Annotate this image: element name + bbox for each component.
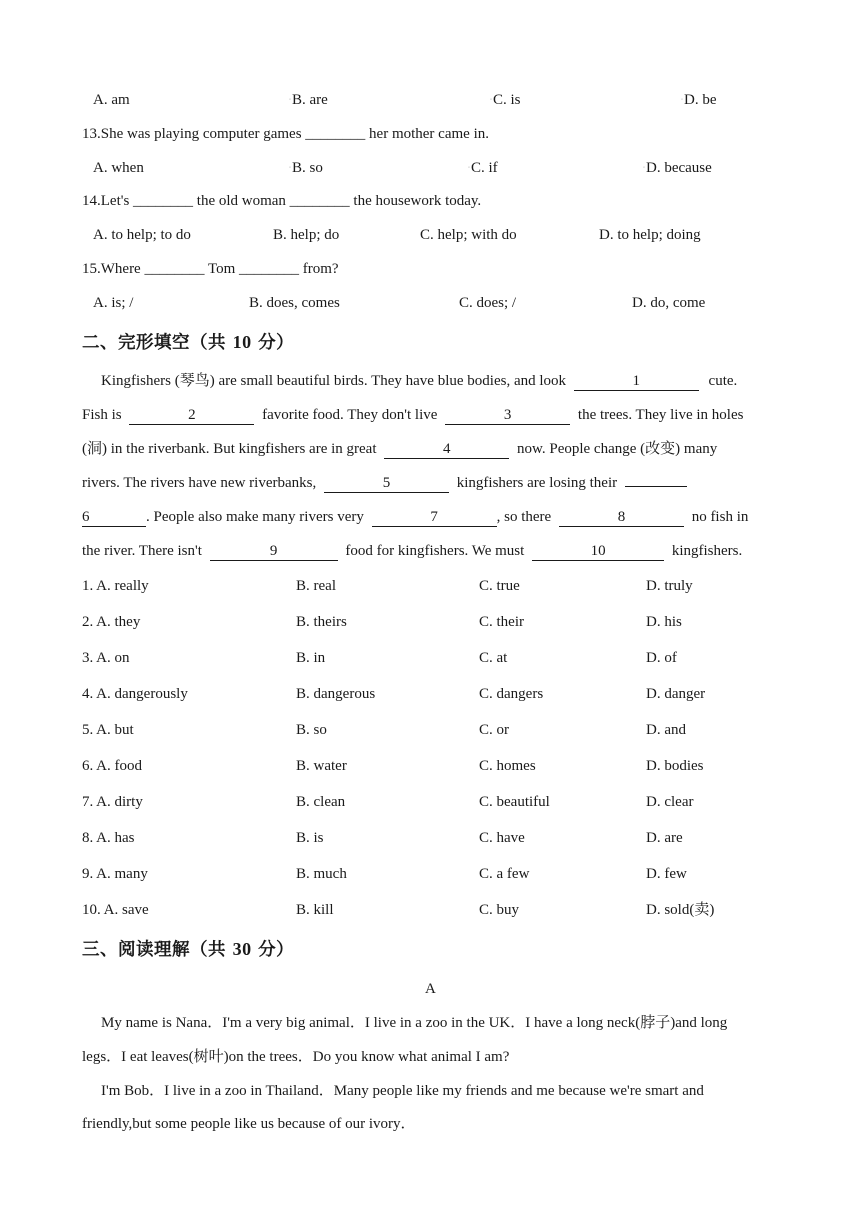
passage-line: My name is Nana．I'm a very big animal．I live in a zoo in the UK．I have a long neck(脖子)and long bbox=[101, 1015, 728, 1031]
cloze-blank-8: 8 bbox=[559, 509, 684, 527]
option-c: C. true bbox=[479, 578, 520, 594]
option-d: D. clear bbox=[646, 794, 694, 810]
cloze-text: . People also make many rivers very bbox=[146, 509, 364, 525]
cloze-text: the trees. They live in holes bbox=[577, 407, 744, 423]
cloze-text: (洞) in the riverbank. But kingfishers are in great bbox=[82, 441, 377, 457]
option-c: C. have bbox=[479, 830, 525, 846]
option-a: 5. A. but bbox=[82, 722, 134, 738]
cloze-text: favorite food. They don't live bbox=[262, 407, 438, 423]
q13-option-c: C. if bbox=[471, 160, 498, 176]
section-2-heading-post: 分） bbox=[251, 333, 295, 353]
cloze-option-row bbox=[0, 648, 860, 668]
cloze-line-2 bbox=[82, 405, 743, 425]
cloze-option-row bbox=[0, 612, 860, 632]
q14-option-b: B. help; do bbox=[273, 227, 340, 243]
option-c: C. dangers bbox=[479, 686, 544, 702]
cloze-option-row bbox=[0, 864, 860, 884]
option-marker: ◦ bbox=[289, 97, 292, 103]
cloze-blank-6-start bbox=[625, 486, 687, 487]
section-2-heading bbox=[82, 330, 294, 354]
option-b: B. dangerous bbox=[296, 686, 376, 702]
cloze-blank-7: 7 bbox=[372, 509, 497, 527]
option-marker: ◦ bbox=[468, 165, 471, 171]
cloze-line-3 bbox=[82, 439, 717, 459]
option-b: B. water bbox=[296, 758, 347, 774]
cloze-option-row bbox=[0, 684, 860, 704]
option-a: 1. A. really bbox=[82, 578, 149, 594]
cloze-blank-6: 6 bbox=[82, 509, 146, 527]
cloze-blank-5: 5 bbox=[324, 475, 449, 493]
option-c: C. or bbox=[479, 722, 509, 738]
cloze-text: the river. There isn't bbox=[82, 543, 202, 559]
q14-option-c: C. help; with do bbox=[420, 227, 517, 243]
cloze-text: kingfishers. bbox=[671, 543, 743, 559]
option-a: 8. A. has bbox=[82, 830, 135, 846]
section-2-heading-pre: 二、完形填空（共 bbox=[82, 333, 233, 353]
q12-options bbox=[0, 90, 860, 110]
section-3-heading bbox=[82, 937, 294, 961]
q13-option-d: D. because bbox=[646, 160, 712, 176]
option-b: B. kill bbox=[296, 902, 334, 918]
q12-option-a: A. am bbox=[93, 92, 130, 108]
option-a: 6. A. food bbox=[82, 758, 142, 774]
option-c: C. beautiful bbox=[479, 794, 550, 810]
option-d: D. are bbox=[646, 830, 683, 846]
passage-line: legs．I eat leaves(树叶)on the trees．Do you know what animal I am? bbox=[82, 1049, 510, 1065]
option-b: B. so bbox=[296, 722, 327, 738]
option-a: 10. A. save bbox=[82, 902, 149, 918]
q15-option-b: B. does, comes bbox=[249, 295, 340, 311]
cloze-text: no fish in bbox=[691, 509, 749, 525]
q14-stem: 14.Let's ________ the old woman ________ the housework today. bbox=[82, 193, 482, 209]
cloze-option-row bbox=[0, 792, 860, 812]
cloze-blank-2: 2 bbox=[129, 407, 254, 425]
cloze-option-row bbox=[0, 720, 860, 740]
cloze-text: Kingfishers (琴鸟) are small beautiful birds. They have blue bodies, and look bbox=[101, 373, 567, 389]
option-a: 9. A. many bbox=[82, 866, 148, 882]
option-a: 7. A. dirty bbox=[82, 794, 143, 810]
q12-option-d: D. be bbox=[684, 92, 717, 108]
passage-line: friendly,but some people like us because of our ivory． bbox=[82, 1116, 416, 1132]
option-a: 2. A. they bbox=[82, 614, 141, 630]
section-2-heading-score: 10 bbox=[232, 332, 252, 352]
cloze-line-4 bbox=[82, 473, 687, 493]
option-d: D. his bbox=[646, 614, 682, 630]
section-3-heading-post: 分） bbox=[251, 940, 295, 960]
q15-options bbox=[0, 293, 860, 313]
cloze-text: kingfishers are losing their bbox=[456, 475, 618, 491]
cloze-option-row bbox=[0, 900, 860, 920]
cloze-line-5 bbox=[82, 507, 748, 527]
option-d: D. danger bbox=[646, 686, 706, 702]
cloze-blank-10: 10 bbox=[532, 543, 664, 561]
section-3-heading-score: 30 bbox=[232, 939, 252, 959]
cloze-option-row bbox=[0, 576, 860, 596]
cloze-text: cute. bbox=[708, 373, 738, 389]
option-d: D. truly bbox=[646, 578, 693, 594]
cloze-option-row bbox=[0, 828, 860, 848]
q15-stem: 15.Where ________ Tom ________ from? bbox=[82, 261, 339, 277]
cloze-line-1 bbox=[101, 371, 737, 391]
q13-stem: 13.She was playing computer games ________ her mother came in. bbox=[82, 126, 489, 142]
q14-option-a: A. to help; to do bbox=[93, 227, 191, 243]
option-marker: ◦ bbox=[681, 97, 684, 103]
q12-option-c: C. is bbox=[493, 92, 521, 108]
cloze-text: rivers. The rivers have new riverbanks, bbox=[82, 475, 317, 491]
option-d: D. sold(卖) bbox=[646, 902, 715, 918]
cloze-text: food for kingfishers. We must bbox=[345, 543, 525, 559]
cloze-text: , so there bbox=[496, 509, 552, 525]
option-c: C. buy bbox=[479, 902, 520, 918]
option-b: B. much bbox=[296, 866, 347, 882]
cloze-text: Fish is bbox=[82, 407, 122, 423]
q14-option-d: D. to help; doing bbox=[599, 227, 701, 243]
cloze-blank-3: 3 bbox=[445, 407, 570, 425]
option-marker: ◦ bbox=[490, 97, 493, 103]
option-c: C. at bbox=[479, 650, 508, 666]
option-d: D. and bbox=[646, 722, 686, 738]
option-c: C. homes bbox=[479, 758, 536, 774]
option-b: B. in bbox=[296, 650, 326, 666]
q12-option-b: B. are bbox=[292, 92, 328, 108]
option-a: 3. A. on bbox=[82, 650, 130, 666]
option-marker: ◦ bbox=[643, 165, 646, 171]
q15-option-d: D. do, come bbox=[632, 295, 706, 311]
option-d: D. few bbox=[646, 866, 687, 882]
option-c: C. their bbox=[479, 614, 524, 630]
cloze-line-6 bbox=[82, 541, 742, 561]
option-b: B. is bbox=[296, 830, 324, 846]
passage-label-text: A bbox=[425, 981, 436, 997]
section-3-heading-pre: 三、阅读理解（共 bbox=[82, 940, 233, 960]
q13-option-a: A. when bbox=[93, 160, 144, 176]
passage-label bbox=[0, 979, 860, 999]
cloze-blank-1: 1 bbox=[574, 373, 699, 391]
option-b: B. theirs bbox=[296, 614, 347, 630]
cloze-blank-4: 4 bbox=[384, 441, 509, 459]
option-a: 4. A. dangerously bbox=[82, 686, 188, 702]
cloze-blank-9: 9 bbox=[210, 543, 338, 561]
q15-option-a: A. is; / bbox=[93, 295, 134, 311]
q13-options bbox=[0, 158, 860, 178]
option-b: B. real bbox=[296, 578, 336, 594]
q15-option-c: C. does; / bbox=[459, 295, 517, 311]
option-marker: ◦ bbox=[289, 165, 292, 171]
option-d: D. bodies bbox=[646, 758, 704, 774]
option-c: C. a few bbox=[479, 866, 530, 882]
option-d: D. of bbox=[646, 650, 677, 666]
option-b: B. clean bbox=[296, 794, 346, 810]
q13-option-b: B. so bbox=[292, 160, 323, 176]
passage-line: I'm Bob．I live in a zoo in Thailand．Many people like my friends and me because we're smart and bbox=[101, 1083, 704, 1099]
cloze-text: now. People change (改变) many bbox=[517, 441, 718, 457]
cloze-option-row bbox=[0, 756, 860, 776]
q14-options bbox=[0, 225, 860, 245]
